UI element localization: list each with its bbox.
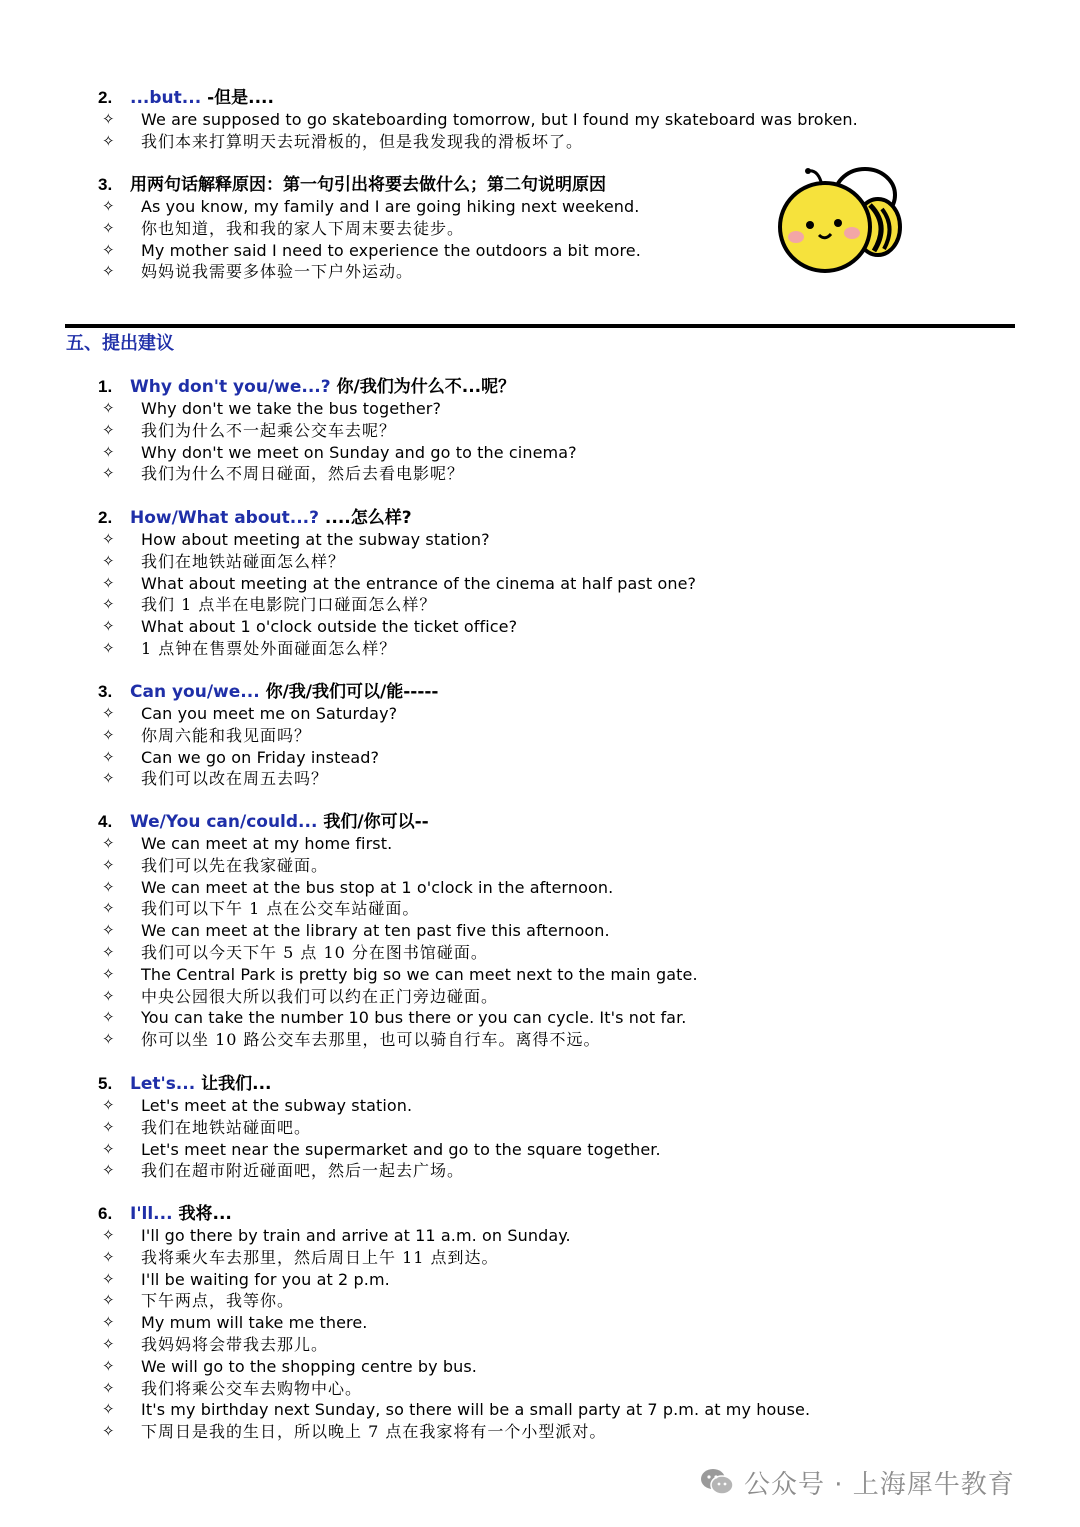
example-chinese: 我妈妈将会带我去那儿。 [141, 1334, 329, 1354]
example-english: You can take the number 10 bus there or you can cycle. It's not far. [141, 1008, 687, 1028]
bullet-icon: ✧ [102, 1378, 115, 1397]
example-chinese: 我们在地铁站碰面怎么样？ [141, 551, 346, 571]
bullet-icon: ✧ [102, 1226, 115, 1244]
example-line [98, 109, 1040, 131]
suggestion-item-2 [98, 507, 1040, 660]
example-chinese: 我们可以先在我家碰面。 [141, 855, 329, 875]
example-english: I'll go there by train and arrive at 11 a.m. on Sunday. [141, 1226, 571, 1245]
item-number: 3. [98, 682, 113, 701]
example-english: What about meeting at the entrance of the cinema at half past one? [141, 573, 697, 593]
bullet-icon: ✧ [102, 1096, 115, 1114]
example-line [98, 573, 1040, 595]
item-keyword: How/What about...? [130, 508, 319, 528]
example-english: We will go to the shopping centre by bus. [141, 1356, 477, 1376]
example-english: We can meet at the library at ten past five this afternoon. [141, 921, 610, 941]
example-english: Let's meet near the supermarket and go to the square together. [141, 1139, 661, 1159]
example-line [98, 1290, 1040, 1312]
example-line [98, 1160, 1040, 1182]
example-chinese: 你周六能和我见面吗？ [141, 725, 312, 745]
suggestion-item-1 [98, 376, 1040, 485]
example-line [98, 1334, 1040, 1356]
example-line [98, 1399, 1040, 1421]
item-keyword: Why don't you/we...? [130, 377, 331, 397]
item-number: 5. [98, 1074, 113, 1093]
bullet-icon: ✧ [102, 399, 115, 417]
example-line [98, 1007, 1040, 1029]
wechat-icon [700, 1467, 734, 1497]
bullet-icon: ✧ [102, 1422, 115, 1441]
example-line [98, 1139, 1040, 1161]
example-line [98, 703, 1040, 725]
bullet-icon: ✧ [102, 197, 115, 215]
example-line [98, 1095, 1040, 1117]
example-english: We are supposed to go skateboarding tomorrow, but I found my skateboard was broken. [141, 110, 858, 129]
watermark-text: 公众号 · 上海犀牛教育 [744, 1469, 1015, 1500]
item-heading [98, 811, 1040, 833]
example-english: Can you meet me on Saturday? [141, 704, 398, 723]
top-item-2 [98, 87, 1040, 153]
example-english: We can meet at the bus stop at 1 o'clock in the afternoon. [141, 877, 614, 897]
item-meaning: 我将... [172, 1204, 232, 1224]
bullet-icon: ✧ [102, 1139, 115, 1158]
example-line [98, 420, 1040, 442]
example-line [98, 747, 1040, 769]
bullet-icon: ✧ [102, 464, 115, 483]
bullet-icon: ✧ [102, 899, 115, 918]
bee-illustration [770, 165, 905, 285]
section-title: 五、提出建议 [66, 333, 174, 354]
bullet-icon: ✧ [102, 218, 115, 237]
bullet-icon: ✧ [102, 769, 115, 788]
item-heading [98, 681, 1040, 703]
bullet-icon: ✧ [102, 1161, 115, 1180]
example-english: What about 1 o'clock outside the ticket office? [141, 617, 518, 637]
bullet-icon: ✧ [102, 638, 115, 657]
item-meaning: -但是.... [201, 88, 274, 108]
example-chinese: 我们可以改在周五去吗？ [141, 769, 329, 789]
bullet-icon: ✧ [102, 240, 115, 259]
example-english: My mother said I need to experience the outdoors a bit more. [141, 240, 641, 260]
example-chinese: 我们为什么不一起乘公交车去呢？ [141, 420, 397, 440]
example-line [98, 833, 1040, 855]
watermark [700, 1462, 1060, 1502]
example-chinese: 我们本来打算明天去玩滑板的，但是我发现我的滑板坏了。 [141, 131, 584, 151]
example-line [98, 1378, 1040, 1400]
example-chinese: 我们可以下午 1 点在公交车站碰面。 [141, 899, 420, 919]
example-english: Why don't we meet on Sunday and go to the cinema? [141, 442, 577, 462]
bullet-icon: ✧ [102, 551, 115, 570]
bullet-icon: ✧ [102, 964, 115, 983]
item-heading [98, 1203, 1040, 1225]
item-meaning: 你/我/我们可以/能----- [259, 682, 439, 702]
bullet-icon: ✧ [102, 262, 115, 281]
example-english: We can meet at my home first. [141, 834, 393, 853]
example-line [98, 1117, 1040, 1139]
example-line [98, 398, 1040, 420]
example-line [98, 1247, 1040, 1269]
example-line [98, 1356, 1040, 1378]
example-line [98, 463, 1040, 485]
example-line [98, 616, 1040, 638]
example-line [98, 725, 1040, 747]
bullet-icon: ✧ [102, 1269, 115, 1288]
example-line [98, 964, 1040, 986]
bullet-icon: ✧ [102, 1008, 115, 1027]
example-chinese: 我们 1 点半在电影院门口碰面怎么样？ [141, 595, 437, 615]
example-line [98, 442, 1040, 464]
item-keyword: We/You can/could... [130, 812, 318, 832]
example-chinese: 妈妈说我需要多体验一下户外运动。 [141, 262, 414, 282]
item-heading [98, 376, 1040, 398]
example-line [98, 898, 1040, 920]
bullet-icon: ✧ [102, 1247, 115, 1266]
item-meaning: 你/我们为什么不...呢？ [330, 377, 516, 397]
example-chinese: 我们将乘公交车去购物中心。 [141, 1378, 363, 1398]
example-line [98, 768, 1040, 790]
item-keyword: Let's... [130, 1074, 196, 1094]
example-line [98, 1312, 1040, 1334]
bullet-icon: ✧ [102, 834, 115, 852]
example-english: Can we go on Friday instead? [141, 747, 380, 767]
bullet-icon: ✧ [102, 704, 115, 722]
example-line [98, 877, 1040, 899]
bullet-icon: ✧ [102, 855, 115, 874]
example-line [98, 920, 1040, 942]
bullet-icon: ✧ [102, 1400, 115, 1419]
bullet-icon: ✧ [102, 1117, 115, 1136]
bullet-icon: ✧ [102, 573, 115, 592]
bullet-icon: ✧ [102, 877, 115, 896]
example-english: The Central Park is pretty big so we can meet next to the main gate. [141, 964, 698, 984]
bullet-icon: ✧ [102, 942, 115, 961]
item-number: 6. [98, 1204, 113, 1223]
bullet-icon: ✧ [102, 1291, 115, 1310]
example-english: As you know, my family and I are going hiking next weekend. [141, 197, 640, 216]
item-number: 1. [98, 377, 113, 396]
example-chinese: 你也知道，我和我的家人下周末要去徒步。 [141, 218, 465, 238]
example-chinese: 下午两点，我等你。 [141, 1291, 295, 1311]
item-heading [98, 87, 1040, 109]
example-english: Why don't we take the bus together? [141, 399, 442, 418]
example-line [98, 1421, 1040, 1443]
example-chinese: 我们在超市附近碰面吧，然后一起去广场。 [141, 1161, 465, 1181]
example-line [98, 1225, 1040, 1247]
item-number: 3. [98, 175, 113, 194]
example-chinese: 我们在地铁站碰面吧。 [141, 1117, 312, 1137]
item-number: 2. [98, 508, 113, 527]
example-line [98, 855, 1040, 877]
suggestion-item-4 [98, 811, 1040, 1051]
bullet-icon: ✧ [102, 725, 115, 744]
bullet-icon: ✧ [102, 747, 115, 766]
suggestion-item-5 [98, 1073, 1040, 1182]
bullet-icon: ✧ [102, 1030, 115, 1049]
item-meaning: ....怎么样? [318, 508, 412, 528]
item-number: 2. [98, 88, 113, 107]
example-english: How about meeting at the subway station? [141, 530, 490, 549]
example-line [98, 594, 1040, 616]
item-number: 4. [98, 812, 113, 831]
item-heading [98, 1073, 1040, 1095]
bullet-icon: ✧ [102, 595, 115, 614]
bullet-icon: ✧ [102, 1334, 115, 1353]
example-line [98, 1029, 1040, 1051]
item-meaning: 用两句话解释原因：第一句引出将要去做什么；第二句说明原因 [130, 175, 606, 195]
example-chinese: 1 点钟在售票处外面碰面怎么样？ [141, 638, 397, 658]
bullet-icon: ✧ [102, 1356, 115, 1375]
suggestion-item-6 [98, 1203, 1040, 1443]
example-line [98, 529, 1040, 551]
item-meaning: 让我们... [195, 1074, 272, 1094]
example-chinese: 我将乘火车去那里，然后周日上午 11 点到达。 [141, 1247, 499, 1267]
example-chinese: 我们可以今天下午 5 点 10 分在图书馆碰面。 [141, 942, 488, 962]
item-keyword: Can you/we... [130, 682, 260, 702]
example-chinese: 下周日是我的生日，所以晚上 7 点在我家将有一个小型派对。 [141, 1422, 607, 1442]
example-chinese: 你可以坐 10 路公交车去那里，也可以骑自行车。离得不远。 [141, 1030, 601, 1050]
example-english: I'll be waiting for you at 2 p.m. [141, 1269, 390, 1289]
item-heading [98, 507, 1040, 529]
example-line [98, 942, 1040, 964]
example-chinese: 我们为什么不周日碰面，然后去看电影呢？ [141, 464, 465, 484]
bullet-icon: ✧ [102, 131, 115, 150]
example-line [98, 638, 1040, 660]
item-keyword: ...but... [130, 88, 202, 108]
bullet-icon: ✧ [102, 1313, 115, 1332]
bullet-icon: ✧ [102, 530, 115, 548]
bullet-icon: ✧ [102, 617, 115, 636]
bullet-icon: ✧ [102, 921, 115, 940]
suggestion-item-3 [98, 681, 1040, 790]
example-line [98, 1269, 1040, 1291]
bullet-icon: ✧ [102, 986, 115, 1005]
section-divider [65, 324, 1015, 328]
bullet-icon: ✧ [102, 442, 115, 461]
example-line [98, 131, 1040, 153]
item-keyword: I'll... [130, 1204, 173, 1224]
example-line [98, 986, 1040, 1008]
example-chinese: 中央公园很大所以我们可以约在正门旁边碰面。 [141, 986, 499, 1006]
example-english: It's my birthday next Sunday, so there will be a small party at 7 p.m. at my house. [141, 1400, 811, 1420]
example-english: Let's meet at the subway station. [141, 1096, 413, 1115]
example-line [98, 551, 1040, 573]
item-meaning: 我们/你可以-- [317, 812, 429, 832]
bullet-icon: ✧ [102, 420, 115, 439]
bullet-icon: ✧ [102, 110, 115, 128]
example-english: My mum will take me there. [141, 1313, 368, 1333]
